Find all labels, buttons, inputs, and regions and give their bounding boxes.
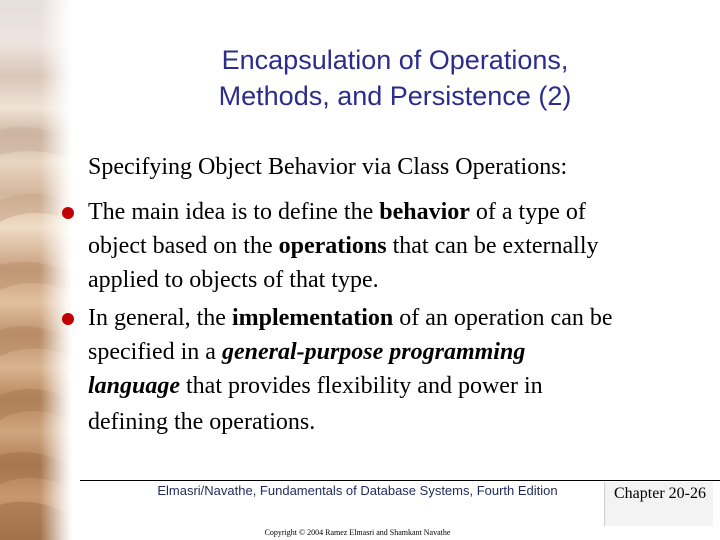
slide-title <box>90 42 700 114</box>
text-run: specified in a <box>88 339 222 365</box>
title-line-2: Methods, and Persistence (2) <box>218 81 572 111</box>
text-run: that provides flexibility and power in <box>180 373 543 399</box>
bullet-line <box>88 229 599 263</box>
bold-italic-text-run: general-purpose programming <box>221 339 526 365</box>
footer-book-title: Elmasri/Navathe, Fundamentals of Database Systems, Fourth Edition <box>157 483 558 498</box>
bullet-line: defining the operations. <box>88 409 316 435</box>
text-run: that can be externally <box>386 233 599 259</box>
footer-divider <box>80 480 720 481</box>
bold-text-run: implementation <box>231 305 394 331</box>
title-line-1: Encapsulation of Operations, <box>221 45 569 75</box>
text-run: of an operation can be <box>393 305 613 331</box>
bold-italic-text-run: language <box>88 373 181 399</box>
bold-text-run: operations <box>278 233 387 259</box>
footer-copyright: Copyright © 2004 Ramez Elmasri and Shamkant Navathe <box>264 528 451 537</box>
bullet-dot-icon <box>62 313 74 325</box>
chapter-page-label: Chapter 20-26 <box>614 485 706 502</box>
text-run: of a type of <box>469 199 586 225</box>
bullet-line <box>88 369 543 403</box>
bullet-line <box>88 335 525 369</box>
bold-text-run: behavior <box>379 199 470 225</box>
subheading: Specifying Object Behavior via Class Operations: <box>88 154 568 180</box>
bullet-line: applied to objects of that type. <box>88 267 379 293</box>
text-run: object based on the <box>88 233 279 259</box>
desert-sand-decoration <box>0 0 72 540</box>
text-run: The main idea is to define the <box>88 199 380 225</box>
bullet-dot-icon <box>62 207 74 219</box>
sidebar-fade <box>40 0 72 540</box>
bullet-line <box>88 301 613 335</box>
bullet-line <box>88 195 586 229</box>
text-run: In general, the <box>88 305 232 331</box>
